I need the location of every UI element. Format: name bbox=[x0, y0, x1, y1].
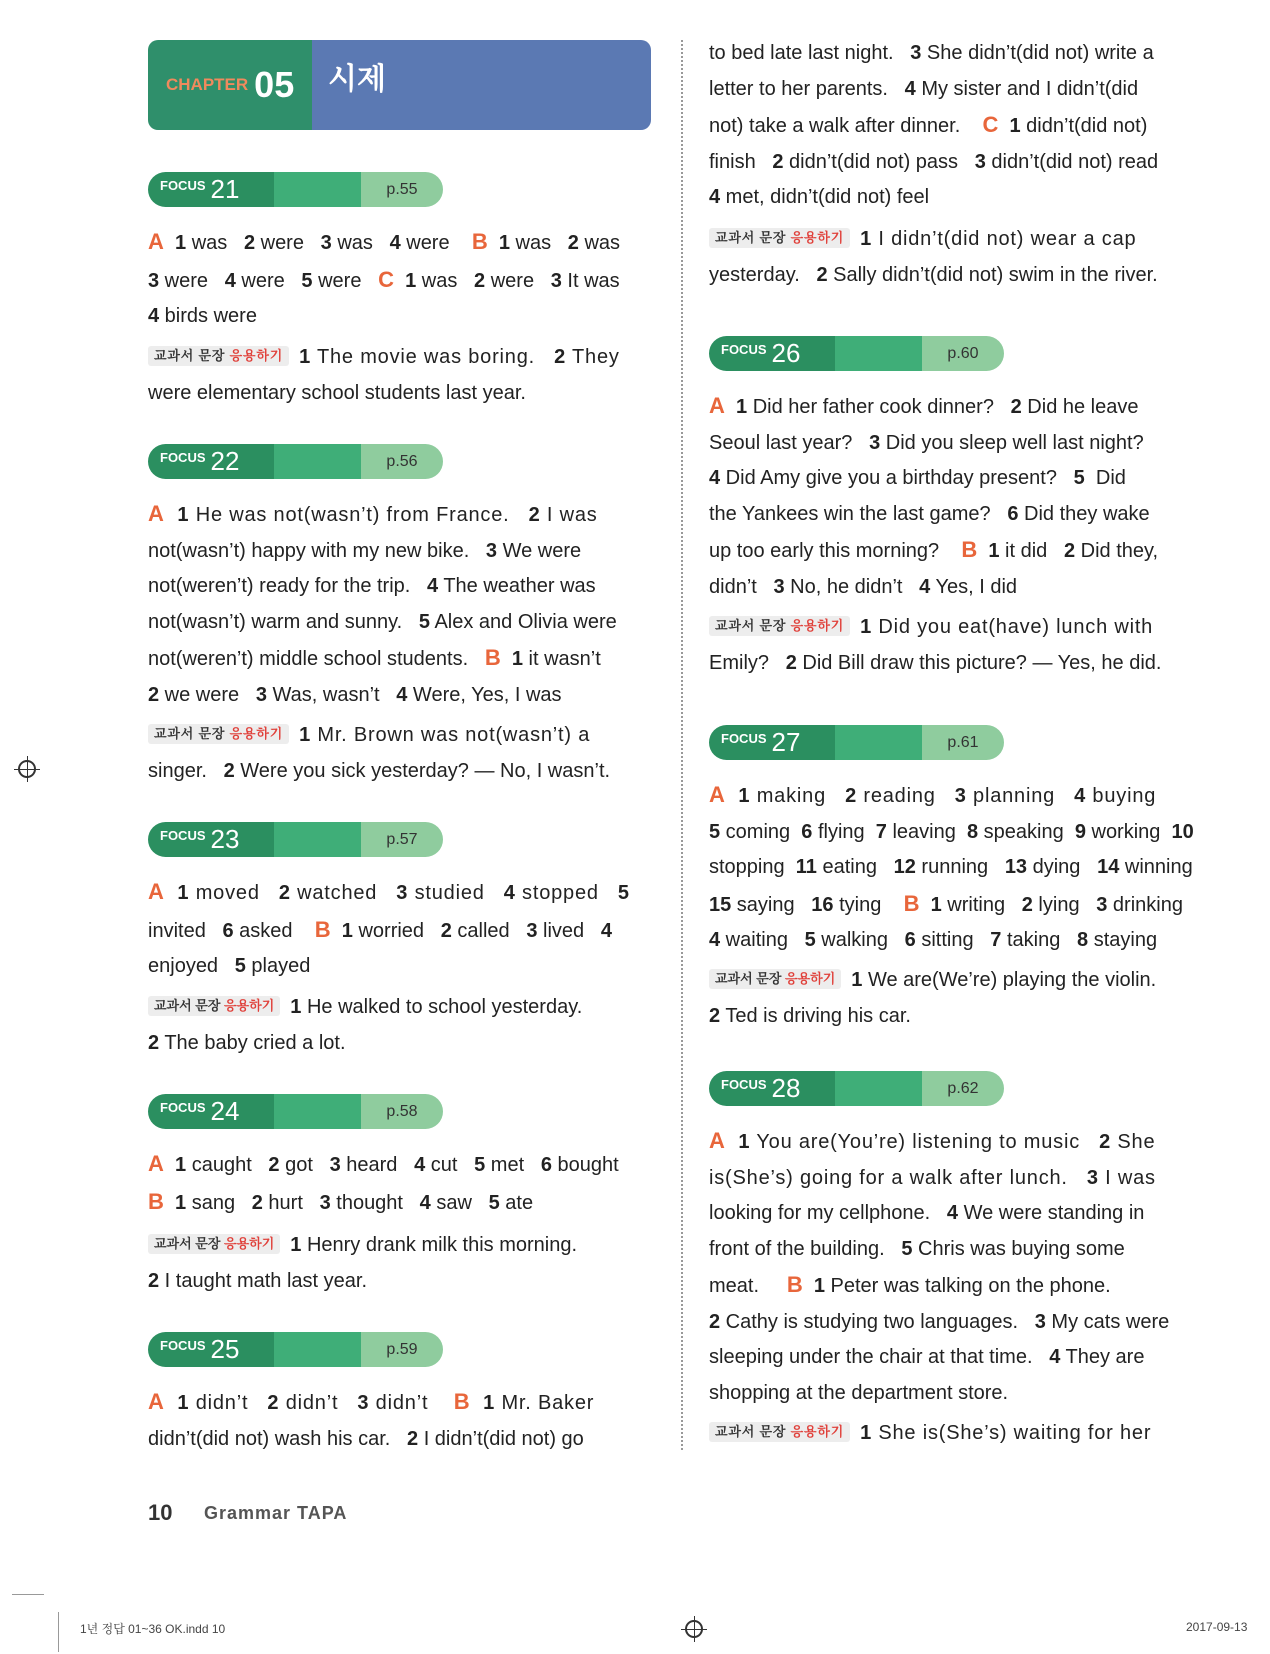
tag-text-red: 응용하기 bbox=[785, 971, 836, 986]
focus-word: FOCUS bbox=[160, 1100, 206, 1115]
focus-page: p.57 bbox=[361, 822, 443, 857]
focus-25-textbook: 교과서 문장 응용하기 1 I didn’t(did not) wear a cap yesterday. 2 Sally didn’t(did not) swim in the river. bbox=[709, 228, 1158, 286]
chapter-title: 시제 bbox=[312, 40, 651, 130]
focus-word: FOCUS bbox=[721, 342, 767, 357]
focus-word: FOCUS bbox=[160, 450, 206, 465]
focus-page: p.59 bbox=[361, 1332, 443, 1367]
focus-27-textbook: 교과서 문장 응용하기 1 We are(We’re) playing the violin. 2 Ted is driving his car. bbox=[709, 969, 1157, 1027]
chapter-number: 05 bbox=[254, 64, 295, 105]
focus-26-textbook: 교과서 문장 응용하기 1 Did you eat(have) lunch with Emily? 2 Did Bill draw this picture? — Yes, he did. bbox=[709, 616, 1162, 674]
focus-number: 22 bbox=[210, 446, 240, 476]
tag-text: 교과서 문장 bbox=[154, 998, 221, 1013]
chapter-word: CHAPTER bbox=[166, 75, 249, 94]
focus-25-answers: A 1 didn’t 2 didn’t 3 didn’t B 1 Mr. Baker didn’t(did not) wash his car. 2 I didn’t(did not) go bbox=[148, 1389, 595, 1450]
focus-page: p.58 bbox=[361, 1094, 443, 1129]
focus-26-header bbox=[709, 336, 1004, 371]
tag-text: 교과서 문장 bbox=[154, 348, 226, 363]
focus-number: 21 bbox=[210, 174, 240, 204]
crop-mark bbox=[58, 1612, 59, 1652]
chapter-label bbox=[148, 40, 312, 130]
print-date: 2017-09-13 bbox=[1186, 1620, 1248, 1634]
focus-word: FOCUS bbox=[160, 178, 206, 193]
focus-25-answers-continued: to bed late last night. 3 She didn’t(did not) write a letter to her parents. 4 My sister and I didn’t(did not) take a walk after dinner. C 1 didn’t(did not) finish 2 didn’t(did not) pass 3 didn’t(did not) read 4 met, didn’t(did not) feel bbox=[709, 42, 1159, 208]
tag-text-red: 응용하기 bbox=[790, 1424, 845, 1439]
tag-text-red: 응용하기 bbox=[790, 230, 845, 245]
focus-26-answers: A 1 Did her father cook dinner? 2 Did he leave Seoul last year? 3 Did you sleep well last night? 4 Did Amy give you a birthday present? 5 Did the Yankees win the last game? 6 Did they wake up too early this morning? B 1 it did 2 Did they, didn’t 3 No, he didn’t 4 Yes, I did bbox=[709, 393, 1159, 598]
column-divider bbox=[681, 40, 683, 1450]
focus-24-textbook: 교과서 문장 응용하기 1 Henry drank milk this morning. 2 I taught math last year. bbox=[148, 1234, 578, 1292]
tag-text-red: 응용하기 bbox=[229, 348, 284, 363]
tag-text: 교과서 문장 bbox=[715, 230, 787, 245]
tag-text-red: 응용하기 bbox=[224, 998, 275, 1013]
focus-25-header bbox=[148, 1332, 443, 1367]
tag-text: 교과서 문장 bbox=[715, 618, 787, 633]
tag-text-red: 응용하기 bbox=[229, 726, 284, 741]
tag-text-red: 응용하기 bbox=[790, 618, 845, 633]
focus-27-answers: A 1 making 2 reading 3 planning 4 buying 5 coming 6 flying 7 leaving 8 speaking 9 working 10 stopping 11 eating 12 running 13 dying 14 winning 15 saying 16 tying B 1 writing 2 lying 3 drinking 4 waiting 5 walking 6 sitting 7 taking 8 staying bbox=[709, 782, 1194, 951]
focus-number: 24 bbox=[210, 1096, 240, 1126]
focus-page: p.56 bbox=[361, 444, 443, 479]
focus-page: p.60 bbox=[922, 336, 1004, 371]
focus-number: 23 bbox=[210, 824, 240, 854]
focus-number: 27 bbox=[771, 727, 801, 757]
focus-23-header bbox=[148, 822, 443, 857]
chapter-banner bbox=[148, 40, 651, 130]
focus-24-answers: A 1 caught 2 got 3 heard 4 cut 5 met 6 bought B 1 sang 2 hurt 3 thought 4 saw 5 ate bbox=[148, 1151, 619, 1214]
page-number: 10 bbox=[148, 1500, 173, 1525]
focus-number: 25 bbox=[210, 1334, 240, 1364]
focus-word: FOCUS bbox=[160, 1338, 206, 1353]
book-title: Grammar TAPA bbox=[204, 1503, 348, 1523]
file-slug: 1년 정답 01~36 OK.indd 10 bbox=[80, 1622, 226, 1636]
focus-page: p.55 bbox=[361, 172, 443, 207]
focus-23-textbook: 교과서 문장 응용하기 1 He walked to school yesterday. 2 The baby cried a lot. bbox=[148, 996, 583, 1054]
focus-word: FOCUS bbox=[160, 828, 206, 843]
focus-page: p.61 bbox=[922, 725, 1004, 760]
focus-word: FOCUS bbox=[721, 1077, 767, 1092]
focus-21-header bbox=[148, 172, 443, 207]
focus-21-answers: A 1 was 2 were 3 was 4 were B 1 was 2 was 3 were 4 were 5 were C 1 was 2 were 3 It was 4 birds were bbox=[148, 229, 621, 327]
focus-28-answers: A 1 You are(You’re) listening to music 2 She is(She’s) going for a walk after lunch. 3 I was looking for my cellphone. 4 We were standing in front of the building. 5 Chris was buying some meat. B 1 Peter was talking on the phone. 2 Cathy is studying two languages. 3 My cats were sleeping under the chair at that time. 4 They are shopping at the department store. bbox=[709, 1128, 1170, 1404]
focus-24-header bbox=[148, 1094, 443, 1129]
registration-mark-icon bbox=[18, 760, 36, 778]
focus-22-answers: A 1 He was not(wasn’t) from France. 2 I was not(wasn’t) happy with my new bike. 3 We were not(weren’t) ready for the trip. 4 The weather was not(wasn’t) warm and sunny. 5 Alex and Olivia were not(weren’t) middle school students. B 1 it wasn’t 2 we were 3 Was, wasn’t 4 Were, Yes, I was bbox=[148, 501, 617, 706]
focus-number: 28 bbox=[771, 1073, 801, 1103]
tag-text: 교과서 문장 bbox=[715, 1424, 787, 1439]
tag-text: 교과서 문장 bbox=[715, 971, 782, 986]
tag-text: 교과서 문장 bbox=[154, 1236, 221, 1251]
focus-word: FOCUS bbox=[721, 731, 767, 746]
focus-number: 26 bbox=[771, 338, 801, 368]
focus-22-header bbox=[148, 444, 443, 479]
focus-28-header bbox=[709, 1071, 1004, 1106]
focus-21-textbook: 교과서 문장 응용하기 1 The movie was boring. 2 They were elementary school students last year. bbox=[148, 346, 620, 404]
focus-22-textbook: 교과서 문장 응용하기 1 Mr. Brown was not(wasn’t) a singer. 2 Were you sick yesterday? — No, I wasn’t. bbox=[148, 724, 611, 782]
tag-text: 교과서 문장 bbox=[154, 726, 226, 741]
focus-23-answers: A 1 moved 2 watched 3 studied 4 stopped 5 invited 6 asked B 1 worried 2 called 3 lived 4 enjoyed 5 played bbox=[148, 879, 630, 977]
focus-27-header bbox=[709, 725, 1004, 760]
focus-28-textbook: 교과서 문장 응용하기 1 She is(She’s) waiting for her bbox=[709, 1416, 1214, 1452]
crop-mark bbox=[12, 1594, 44, 1595]
tag-text-red: 응용하기 bbox=[224, 1236, 275, 1251]
registration-mark-icon bbox=[685, 1620, 703, 1638]
focus-page: p.62 bbox=[922, 1071, 1004, 1106]
